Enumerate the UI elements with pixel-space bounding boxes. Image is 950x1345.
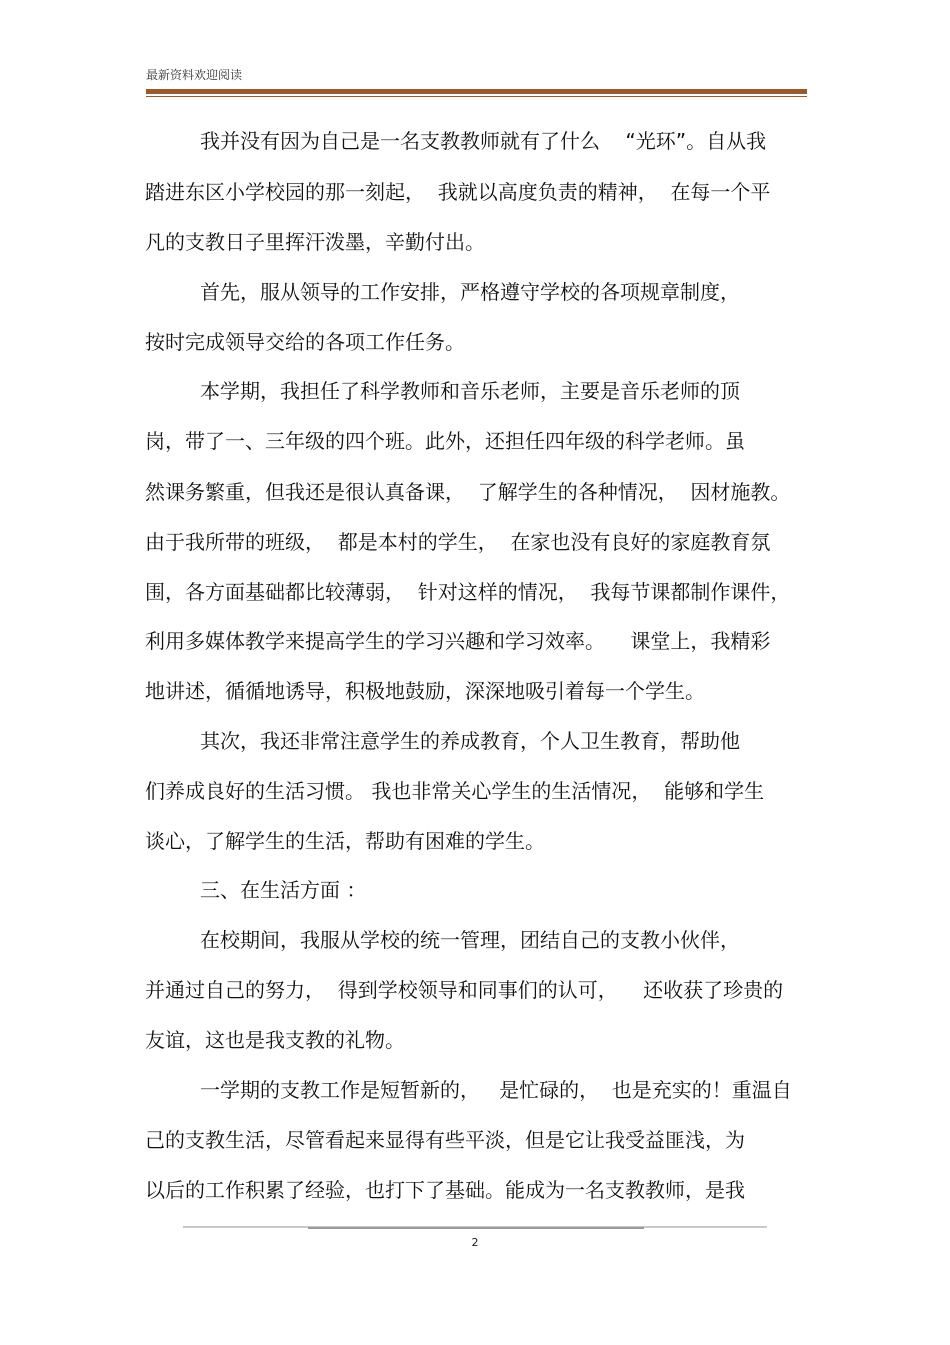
paragraph-line: 们养成良好的生活习惯。 我也非常关心学生的生活情况， 能够和学生 [145, 779, 765, 803]
paragraph-line: 首先，服从领导的工作安排，严格遵守学校的各项规章制度， [200, 280, 740, 304]
paragraph-line: 己的支教生活，尽管看起来显得有些平淡，但是它让我受益匪浅，为 [145, 1128, 745, 1152]
paragraph-line: 友谊，这也是我支教的礼物。 [145, 1028, 405, 1052]
paragraph-line: 踏进东区小学校园的那一刻起， 我就以高度负责的精神， 在每一个平 [145, 180, 771, 204]
page-header: 最新资料欢迎阅读 [146, 68, 243, 82]
paragraph-line: 凡的支教日子里挥汗泼墨，辛勤付出。 [145, 230, 485, 254]
paragraph-line: 按时完成领导交给的各项工作任务。 [145, 330, 465, 354]
paragraph-line: 在校期间，我服从学校的统一管理，团结自己的支教小伙伴， [200, 928, 740, 952]
header-divider-thin [146, 96, 807, 97]
section-heading: 三、在生活方面 ： [200, 878, 367, 902]
paragraph-line: 然课务繁重，但我还是很认真备课， 了解学生的各种情况， 因材施教。 [145, 480, 791, 504]
paragraph-line: 利用多媒体教学来提高学生的学习兴趣和学习效率。 课堂上，我精彩 [145, 629, 771, 653]
paragraph-line: 我并没有因为自己是一名支教教师就有了什么 “光环”。自从我 [200, 129, 767, 153]
paragraph-line: 一学期的支教工作是短暂新的， 是忙碌的， 也是充实的！重温自 [200, 1078, 792, 1102]
paragraph-line: 谈心，了解学生的生活，帮助有困难的学生。 [145, 829, 545, 853]
footer-divider-accent [308, 1227, 644, 1229]
paragraph-line: 围，各方面基础都比较薄弱， 针对这样的情况， 我每节课都制作课件， [145, 580, 791, 604]
paragraph-line: 岗，带了一、三年级的四个班。此外，还担任四年级的科学老师。虽 [145, 429, 745, 453]
paragraph-line: 并通过自己的努力， 得到学校领导和同事们的认可， 还收获了珍贵的 [145, 978, 784, 1002]
paragraph-line: 本学期，我担任了科学教师和音乐老师，主要是音乐老师的顶 [200, 379, 740, 403]
header-divider [146, 89, 807, 94]
paragraph-line: 由于我所带的班级， 都是本村的学生， 在家也没有良好的家庭教育氛 [145, 530, 771, 554]
paragraph-line: 其次，我还非常注意学生的养成教育，个人卫生教育，帮助他 [200, 729, 740, 753]
paragraph-line: 以后的工作积累了经验，也打下了基础。能成为一名支教教师，是我 [145, 1178, 745, 1202]
paragraph-line: 地讲述，循循地诱导，积极地鼓励，深深地吸引着每一个学生。 [145, 679, 705, 703]
page-number: 2 [471, 1236, 479, 1249]
